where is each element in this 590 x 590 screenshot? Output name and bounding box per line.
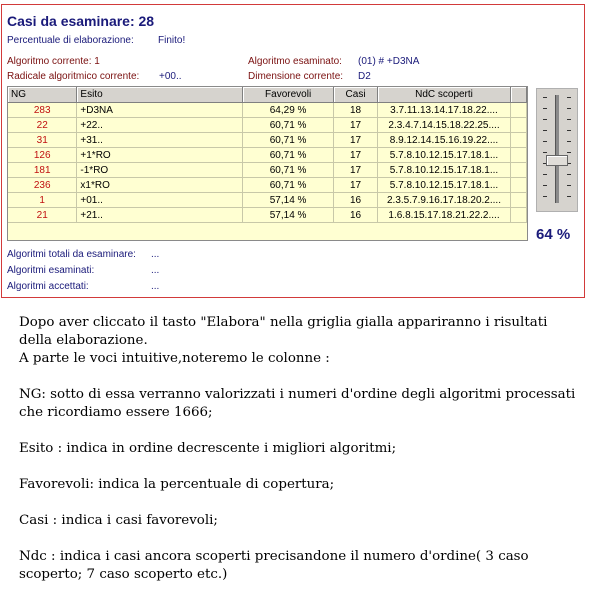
cell-spacer	[510, 148, 526, 163]
cell-ng: 236	[8, 178, 77, 193]
table-row[interactable]	[8, 178, 527, 193]
explanation-paragraph: NG: sotto di essa verranno valorizzati i numeri d'ordine degli algoritmi processati che ricordiamo essere 1666;	[19, 387, 576, 420]
cell-casi: 16	[334, 208, 378, 223]
cell-ndc: 5.7.8.10.12.15.17.18.1...	[378, 178, 511, 193]
slider-tick	[543, 97, 547, 98]
slider-tick	[543, 130, 547, 131]
slider-tick	[567, 108, 571, 109]
esaminati-label: Algoritmi esaminati:	[7, 265, 95, 276]
cell-esito: +22..	[77, 118, 243, 133]
explanation-paragraph: Favorevoli: indica la percentuale di copertura;	[19, 477, 335, 492]
slider-tick	[567, 97, 571, 98]
column-header-ng[interactable]: NG	[8, 87, 77, 103]
column-header-spacer	[510, 87, 526, 103]
table-row[interactable]	[8, 208, 527, 223]
grid-header-row	[8, 87, 527, 103]
totali-value: ...	[151, 249, 160, 260]
explanation-paragraph: Dopo aver cliccato il tasto "Elabora" nella griglia gialla appariranno i risultati della elaborazione.	[19, 315, 548, 348]
cell-casi: 17	[334, 118, 378, 133]
explanation-paragraph: Esito : indica in ordine decrescente i migliori algoritmi;	[19, 441, 397, 456]
cell-spacer	[510, 178, 526, 193]
dimensione-label: Dimensione corrente:	[248, 71, 344, 82]
explanation-paragraph: A parte le voci intuitive,noteremo le colonne :	[19, 351, 330, 366]
cell-spacer	[510, 208, 526, 223]
cell-ndc: 2.3.4.7.14.15.18.22.25....	[378, 118, 511, 133]
cell-ng: 31	[8, 133, 77, 148]
slider-tick	[543, 108, 547, 109]
cell-favorevoli: 60,71 %	[243, 163, 334, 178]
slider-tick	[543, 196, 547, 197]
radicale-value: +00..	[159, 71, 182, 82]
slider-tick	[567, 196, 571, 197]
slider-thumb[interactable]	[546, 155, 568, 166]
cases-title: Casi da esaminare: 28	[7, 13, 155, 29]
slider-track	[555, 95, 559, 203]
cell-spacer	[510, 193, 526, 208]
table-row[interactable]	[8, 163, 527, 178]
cell-esito: +01..	[77, 193, 243, 208]
cell-favorevoli: 60,71 %	[243, 148, 334, 163]
cell-ng: 22	[8, 118, 77, 133]
slider-tick	[567, 130, 571, 131]
explanation-text	[19, 314, 579, 584]
cell-casi: 17	[334, 178, 378, 193]
explanation-paragraph: Casi : indica i casi favorevoli;	[19, 513, 218, 528]
table-row[interactable]	[8, 118, 527, 133]
cell-ng: 126	[8, 148, 77, 163]
algo-examined-label: Algoritmo esaminato:	[248, 56, 342, 67]
cell-esito: +D3NA	[77, 103, 243, 118]
cell-ndc: 2.3.5.7.9.16.17.18.20.2....	[378, 193, 511, 208]
slider-tick	[543, 119, 547, 120]
column-header-favorevoli[interactable]: Favorevoli	[243, 87, 334, 103]
cell-casi: 17	[334, 148, 378, 163]
slider-tick	[567, 152, 571, 153]
cell-casi: 18	[334, 103, 378, 118]
slider-tick	[567, 119, 571, 120]
algo-examined-value: (01) # +D3NA	[358, 56, 420, 67]
cell-esito: -1*RO	[77, 163, 243, 178]
cell-favorevoli: 60,71 %	[243, 178, 334, 193]
slider-tick	[543, 141, 547, 142]
column-header-ndc[interactable]: NdC scoperti	[378, 87, 511, 103]
cell-favorevoli: 57,14 %	[243, 193, 334, 208]
dimensione-value: D2	[358, 71, 371, 82]
cell-favorevoli: 60,71 %	[243, 118, 334, 133]
cell-spacer	[510, 118, 526, 133]
cell-ng: 181	[8, 163, 77, 178]
algo-current-label: Algoritmo corrente: 1	[7, 56, 100, 67]
explanation-paragraph: Ndc : indica i casi ancora scoperti precisandone il numero d'ordine( 3 caso scoperto; 7 caso scoperto etc.)	[19, 549, 529, 582]
column-header-esito[interactable]: Esito	[77, 87, 243, 103]
cell-ng: 21	[8, 208, 77, 223]
cell-casi: 16	[334, 193, 378, 208]
table-row[interactable]	[8, 193, 527, 208]
cell-esito: +31..	[77, 133, 243, 148]
table-row[interactable]	[8, 148, 527, 163]
cell-spacer	[510, 133, 526, 148]
totali-label: Algoritmi totali da esaminare:	[7, 249, 136, 260]
cell-favorevoli: 60,71 %	[243, 133, 334, 148]
cell-ng: 283	[8, 103, 77, 118]
cell-esito: x1*RO	[77, 178, 243, 193]
table-row[interactable]	[8, 103, 527, 118]
esaminati-value: ...	[151, 265, 160, 276]
table-row[interactable]	[8, 133, 527, 148]
cell-ndc: 8.9.12.14.15.16.19.22....	[378, 133, 511, 148]
cell-ndc: 1.6.8.15.17.18.21.22.2....	[378, 208, 511, 223]
cell-favorevoli: 64,29 %	[243, 103, 334, 118]
slider-tick	[543, 174, 547, 175]
percentage-slider[interactable]	[536, 88, 578, 212]
cell-spacer	[510, 163, 526, 178]
slider-tick	[543, 185, 547, 186]
cell-esito: +1*RO	[77, 148, 243, 163]
cell-esito: +21..	[77, 208, 243, 223]
slider-tick	[567, 174, 571, 175]
cell-ng: 1	[8, 193, 77, 208]
accettati-label: Algoritmi accettati:	[7, 281, 89, 292]
slider-tick	[567, 141, 571, 142]
cell-casi: 17	[334, 133, 378, 148]
cell-ndc: 3.7.11.13.14.17.18.22....	[378, 103, 511, 118]
elaboration-panel	[1, 4, 585, 298]
percent-label: Percentuale di elaborazione:	[7, 35, 134, 46]
slider-tick	[567, 185, 571, 186]
percent-value: Finito!	[158, 35, 186, 46]
cell-spacer	[510, 103, 526, 118]
cell-ndc: 5.7.8.10.12.15.17.18.1...	[378, 163, 511, 178]
cell-ndc: 5.7.8.10.12.15.17.18.1...	[378, 148, 511, 163]
accettati-value: ...	[151, 281, 160, 292]
radicale-label: Radicale algoritmico corrente:	[7, 71, 140, 82]
cell-casi: 17	[334, 163, 378, 178]
results-grid[interactable]	[7, 86, 528, 241]
column-header-casi[interactable]: Casi	[334, 87, 378, 103]
slider-tick	[543, 152, 547, 153]
cell-favorevoli: 57,14 %	[243, 208, 334, 223]
slider-percent-value: 64 %	[536, 226, 571, 243]
